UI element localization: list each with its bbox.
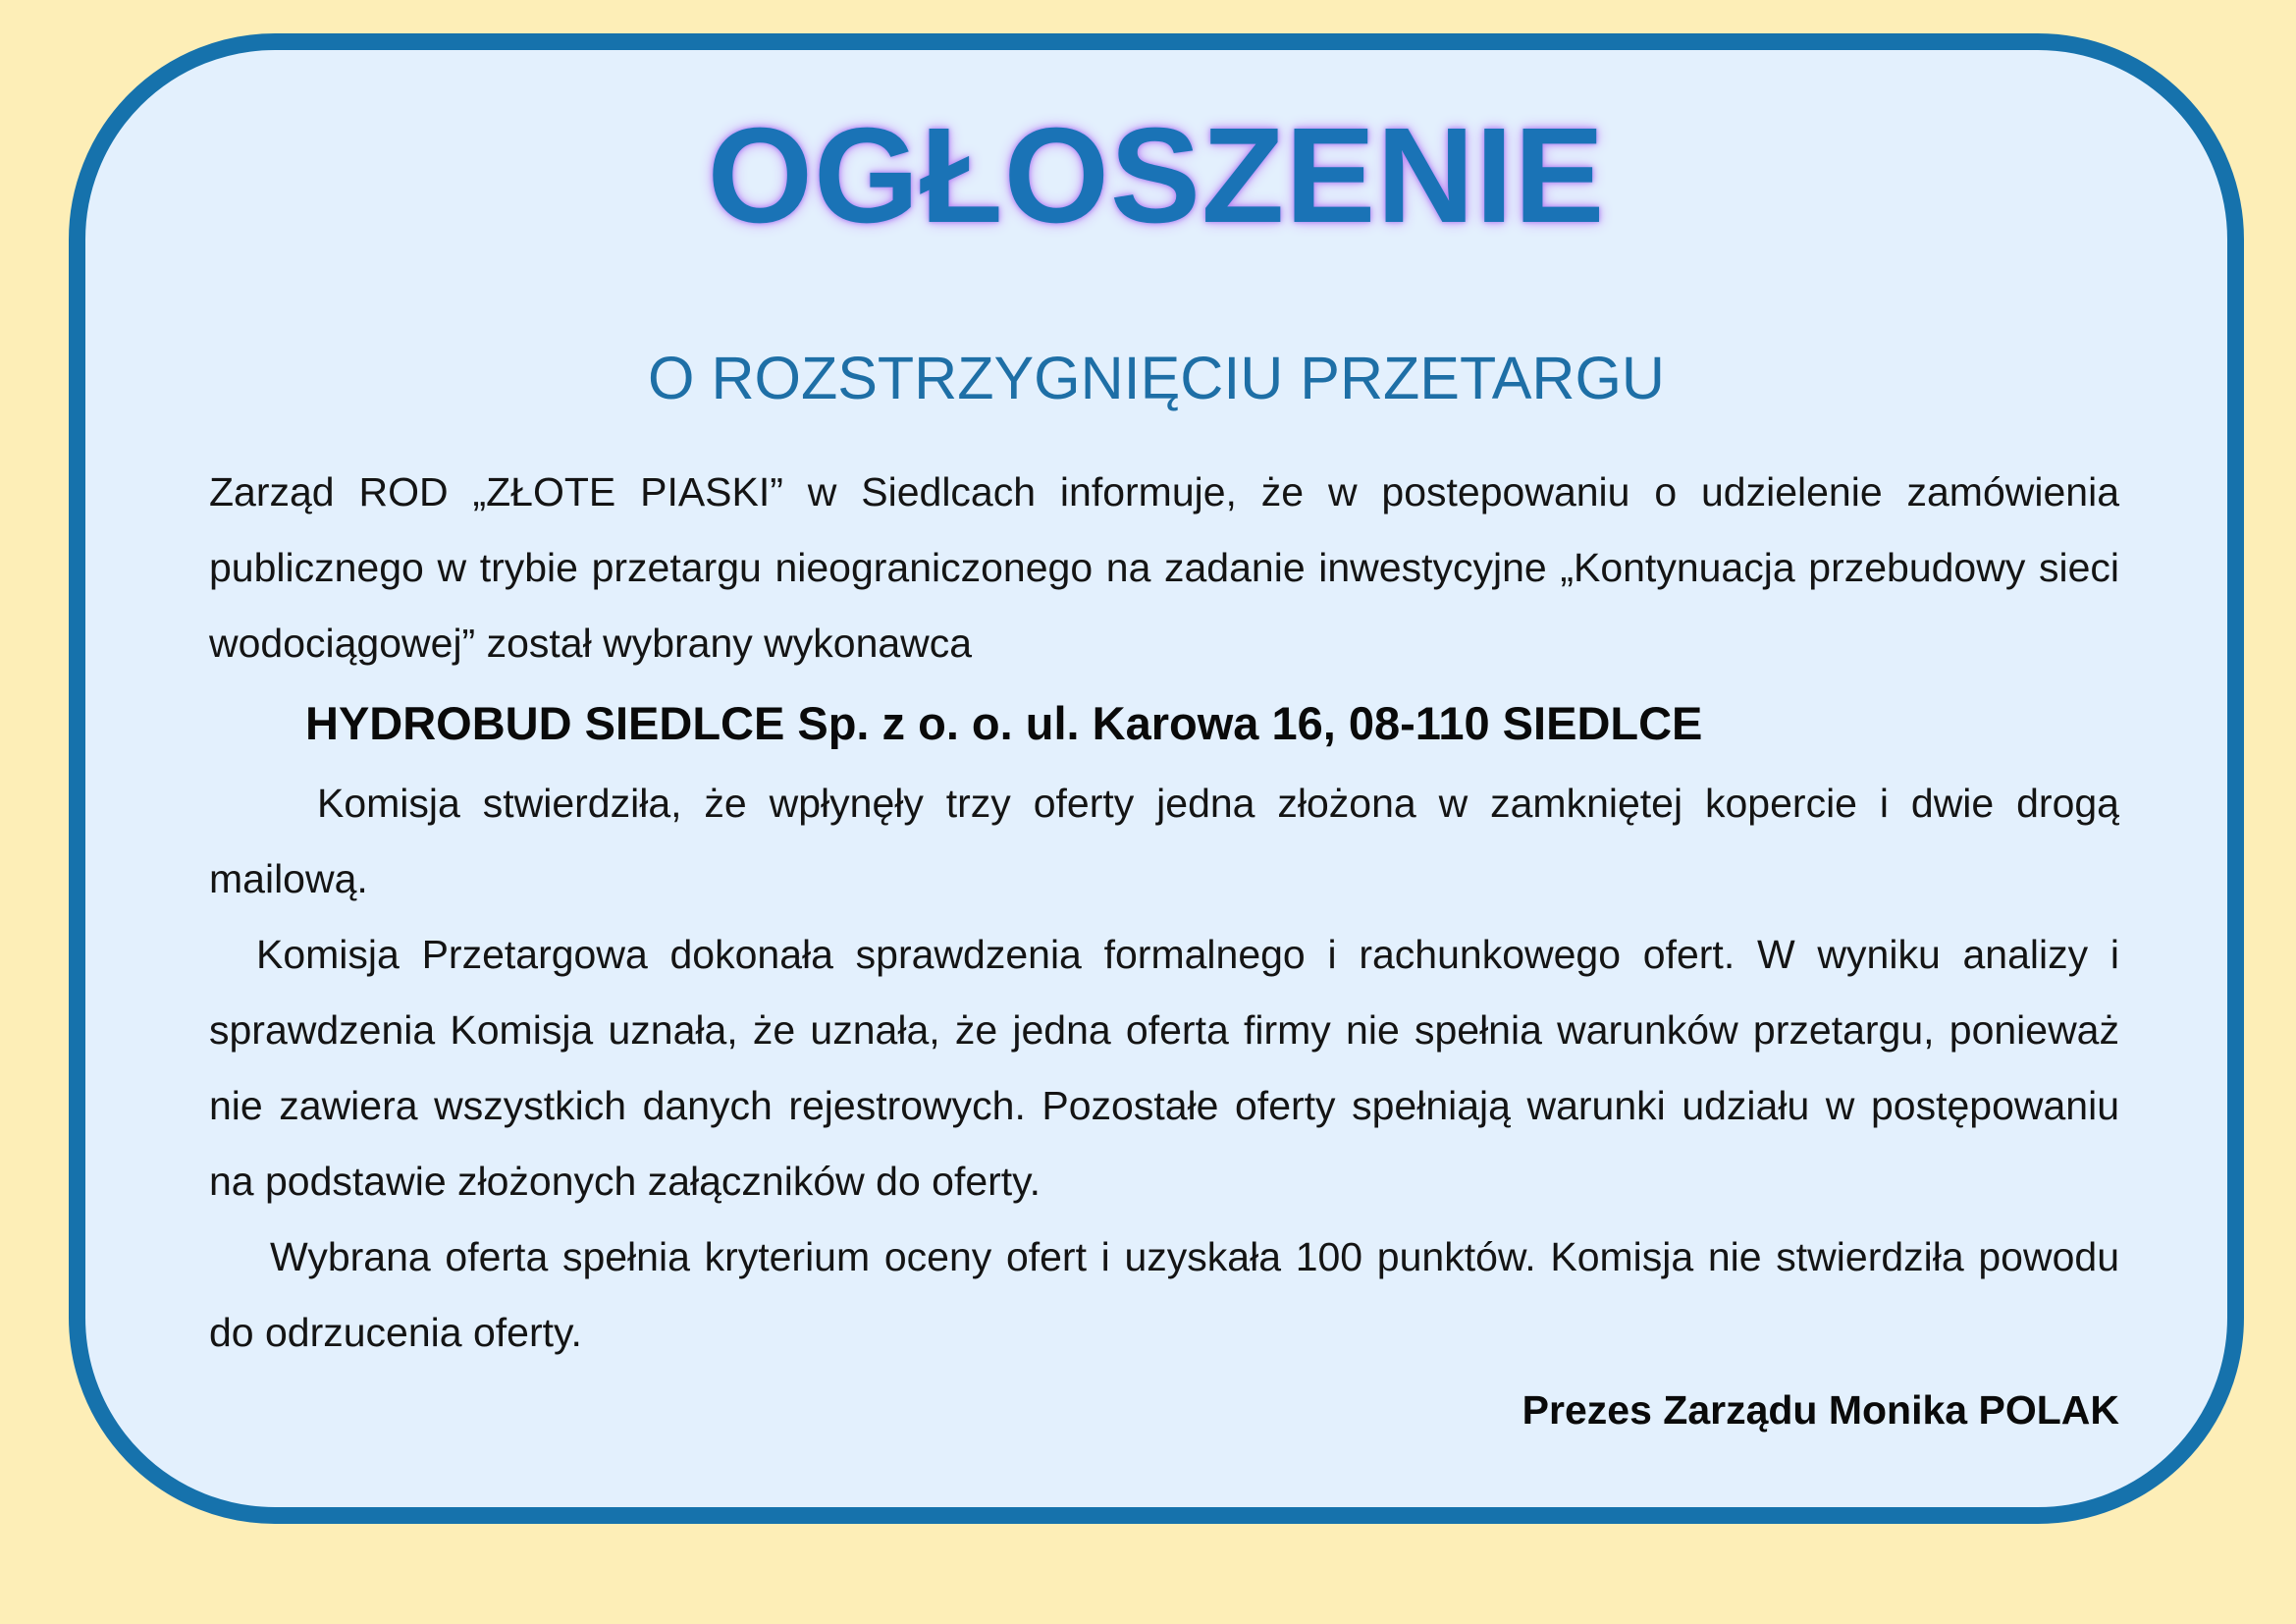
notice-headline: OGŁOSZENIE	[707, 100, 1606, 251]
signature: Prezes Zarządu Monika POLAK	[1522, 1387, 2119, 1433]
paragraph-review: Komisja Przetargowa dokonała sprawdzenia formalnego i rachunkowego ofert. W wyniku analizy i sprawdzenia Komisja uznała, że uznała, że jedna oferta firmy nie spełnia warunków przetargu, ponieważ nie zawiera wszystkich danych rejestrowych. Pozostałe oferty spełniają warunki udziału w postępowaniu na podstawie złożonych załączników do oferty.	[209, 932, 2119, 1204]
paragraph-offers: Komisja stwierdziła, że wpłynęły trzy oferty jedna złożona w zamkniętej kopercie i dwie drogą mailową.	[209, 781, 2119, 901]
notice-body	[209, 455, 2119, 1449]
notice-subtitle: O ROZSTRZYGNIĘCIU PRZETARGU	[648, 345, 1665, 411]
paragraph-result: Wybrana oferta spełnia kryterium oceny ofert i uzyskała 100 punktów. Komisja nie stwierdziła powodu do odrzucenia oferty.	[209, 1234, 2119, 1355]
paragraph-intro: Zarząd ROD „ZŁOTE PIASKI” w Siedlcach informuje, że w postepowaniu o udzielenie zamówienia publicznego w trybie przetargu nieograniczonego na zadanie inwestycyjne „Kontynuacja przebudowy sieci wodociągowej” został wybrany wykonawca	[209, 469, 2119, 666]
contractor-name: HYDROBUD SIEDLCE Sp. z o. o. ul. Karowa 16, 08-110 SIEDLCE	[305, 697, 1703, 749]
notice-card	[69, 33, 2244, 1524]
